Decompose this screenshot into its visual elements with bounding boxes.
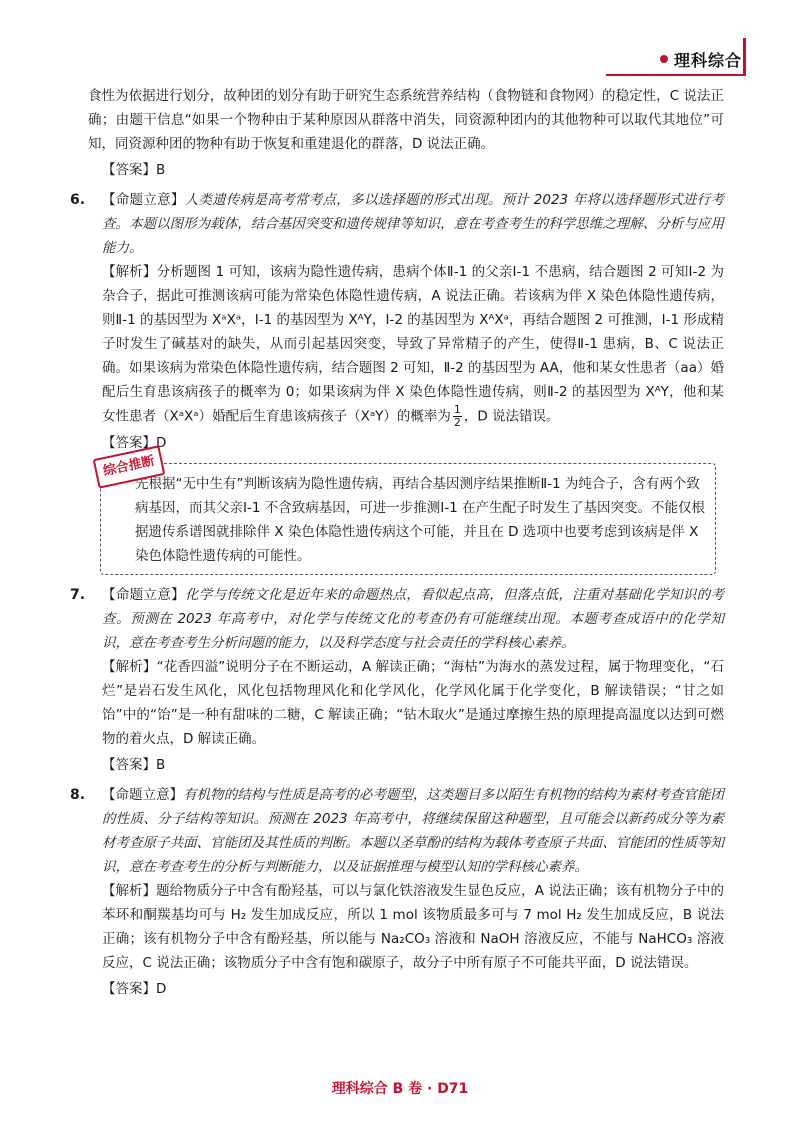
intent-text: 人类遗传病是高考常考点，多以选择题的形式出现。预计 2023 年将以选择题形式进行考查。本题以图形为载体，结合基因突变和遗传规律等知识，意在考查考生的科学思维之理解、分析与应用能力。 [102, 192, 724, 256]
question-number: 8. [70, 787, 86, 803]
analysis-text-end: ，D 说法错误。 [463, 408, 560, 425]
analysis-tag: 【解析】 [102, 659, 157, 675]
page-footer: 理科综合 B 卷 · D71 [331, 1081, 469, 1097]
question-8 [70, 783, 725, 1001]
question-7 [70, 583, 725, 777]
intent-tag: 【命题立意】 [102, 587, 185, 603]
intent-paragraph [88, 188, 724, 260]
fraction-numerator: 1 [453, 403, 461, 416]
header [660, 44, 742, 74]
inference-stamp: 综合推断 [93, 445, 166, 488]
inference-text: 先根据“无中生有”判断该病为隐性遗传病，再结合基因测序结果推断Ⅱ-1 为纯合子，含有两个致病基因，而其父亲Ⅰ-1 不含致病基因，可进一步推测Ⅰ-1 在产生配子时发生了基因突变。不能仅根据遗传系谱图就排除伴 X 染色体隐性遗传病这个可能，并且在 D 选项中也要考虑到该病是伴 X 染色体隐性遗传病的可能性。 [135, 476, 705, 564]
intent-text: 有机物的结构与性质是高考的必考题型，这类题目多以陌生有机物的结构为素材考查官能团的性质、分子结构等知识。预测在 2023 年高考中，将继续保留这种题型，且可能会以新药成分等为素材考查原子共面、官能团及其性质的判断。本题以圣草酚的结构为载体考查原子共面、官能团的性质等知识，意在考查考生的分析与判断能力，以及证据推理与模型认知的学科核心素养。 [102, 787, 725, 875]
intent-tag: 【命题立意】 [102, 787, 184, 803]
analysis-tag: 【解析】 [102, 264, 157, 280]
analysis-text: 题给物质分子中含有酚羟基，可以与氯化铁溶液发生显色反应，A 说法正确；该有机物分子中的苯环和酮羰基均可与 H₂ 发生加成反应，所以 1 mol 该物质最多可与 7 mol H₂ 发生加成反应，B 说法正确；该有机物分子中含有酚羟基，所以能与 Na₂CO₃ 溶液和 NaOH 溶液反应，不能与 NaHCO₃ 溶液反应，C 说法正确；该物质分子中含有饱和碳原子，故分子中所有原子不可能共平面，D 说法错误。 [102, 883, 725, 971]
intent-paragraph [88, 783, 724, 879]
fraction-denominator: 2 [453, 416, 461, 429]
analysis-paragraph [88, 260, 724, 429]
intent-paragraph [88, 583, 724, 655]
intent-text: 化学与传统文化是近年来的命题热点，看似起点高，但落点低，注重对基础化学知识的考查。预测在 2023 年高考中，对化学与传统文化的考查仍有可能继续出现。本题考查成语中的化学知识，意在考查考生分析问题的能力，以及科学态度与社会责任的学科核心素养。 [102, 587, 725, 651]
analysis-text: “花香四溢”说明分子在不断运动，A 解读正确；“海枯”为海水的蒸发过程，属于物理变化，“石烂”是岩石发生风化，风化包括物理风化和化学风化，化学风化属于化学变化，B 解读错误；“甘之如饴”中的“饴”是一种有甜味的二糖，C 解读正确；“钻木取火”是通过摩擦生热的原理提高温度以达到可燃物的着火点，D 解读正确。 [102, 659, 725, 747]
analysis-text: 分析题图 1 可知，该病为隐性遗传病，患病个体Ⅱ-1 的父亲Ⅰ-1 不患病，结合题图 2 可知Ⅰ-2 为杂合子，据此可推测该病可能为常染色体隐性遗传病，A 说法正确。若该病为伴 X 染色体隐性遗传病，则Ⅱ-1 的基因型为 XᵃXᵃ，Ⅰ-1 的基因型为 XᴬY，Ⅰ-2 的基因型为 XᴬXᵃ，再结合题图 2 可推测，Ⅰ-1 形成精子时发生了碱基对的缺失，从而引起基因突变，导致了异常精子的产生，使得Ⅱ-1 患病，B、C 说法正确。如果该病为常染色体隐性遗传病，结合题图 2 可知，Ⅱ-2 的基因型为 AA，他和某女性患者（aa）婚配后生育患该病孩子的概率为 0；如果该病为伴 X 染色体隐性遗传病，则Ⅱ-2 的基因型为 XᴬY，他和某女性患者（XᵃXᵃ）婚配后生育患该病孩子（XᵃY）的概率为 [102, 264, 724, 425]
question-number: 7. [70, 587, 86, 603]
header-dot-icon [660, 55, 668, 63]
intent-tag: 【命题立意】 [102, 192, 185, 208]
header-accent-bar [743, 38, 746, 76]
page-content [70, 84, 725, 1005]
analysis-paragraph [88, 879, 724, 975]
comprehensive-inference-box [100, 453, 716, 575]
header-underline [606, 74, 746, 76]
header-title: 理科综合 [673, 50, 742, 70]
analysis-tag: 【解析】 [102, 883, 157, 899]
answer-q7: 【答案】B [102, 757, 166, 773]
answer-q8: 【答案】D [102, 981, 167, 997]
fraction [453, 404, 462, 429]
question-number: 6. [70, 192, 86, 208]
question-6 [70, 188, 724, 455]
continued-text: 食性为依据进行划分，故种团的划分有助于研究生态系统营养结构（食物链和食物网）的稳定性，C 说法正确；由题干信息“如果一个物种由于某种原因从群落中消失，同资源种团内的其他物种可以取代其地位”可知，同资源种团的物种有助于恢复和重建退化的群落，D 说法正确。 [88, 88, 724, 152]
answer-q5: 【答案】B [102, 162, 166, 178]
answer-q6: 【答案】D [102, 435, 167, 451]
analysis-paragraph [88, 655, 724, 751]
